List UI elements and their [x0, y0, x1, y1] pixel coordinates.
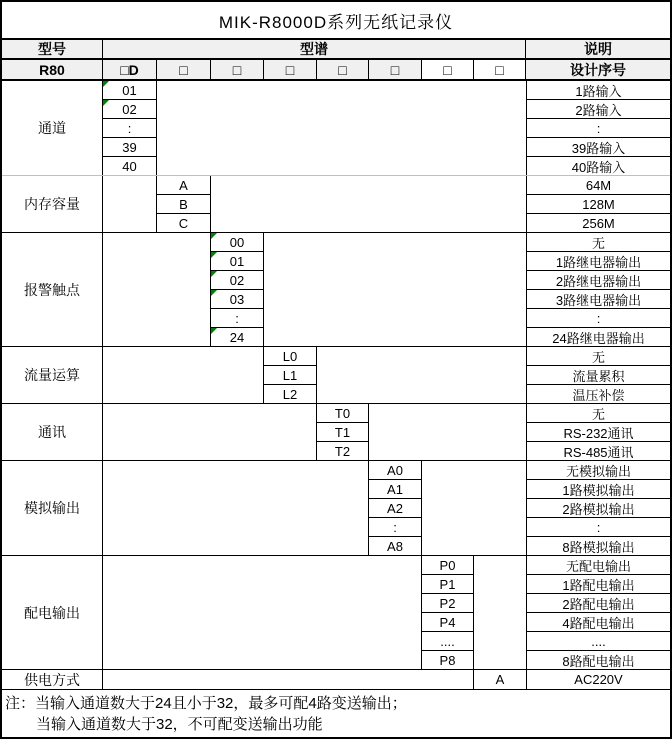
option-desc-cell: RS-232通讯 — [527, 423, 670, 442]
group-label: 配电输出 — [2, 556, 103, 669]
option-desc-cell: : — [527, 518, 670, 537]
option-desc-cell: .... — [527, 632, 670, 651]
option-code-cell: 40 — [122, 159, 137, 174]
model-code: R80 — [2, 60, 103, 79]
option-code-cell: L2 — [282, 387, 298, 402]
group-label: 通讯 — [2, 404, 103, 460]
option-code-cell: L0 — [264, 347, 316, 366]
description-column — [526, 670, 670, 689]
description-column — [526, 347, 670, 403]
option-code-cell: P8 — [439, 653, 456, 668]
spectrum-slot: □ — [474, 60, 526, 79]
spectrum-slot: □ — [369, 60, 422, 79]
option-desc-cell: 无 — [527, 347, 670, 366]
spectrum-slot: □ — [211, 60, 264, 79]
description-header: 说明 — [526, 40, 670, 58]
group-power-distribution-output — [2, 556, 670, 670]
option-desc-cell: 8路模拟输出 — [562, 540, 635, 555]
option-desc-cell: 温压补偿 — [572, 388, 625, 403]
spacer-cell — [369, 404, 526, 460]
option-desc-cell: 无配电输出 — [527, 556, 670, 575]
option-code-cell: B — [157, 195, 210, 214]
option-desc-cell: 2路继电器输出 — [527, 271, 670, 290]
spacer-cell — [422, 461, 526, 555]
flag-triangle-icon — [211, 328, 217, 334]
option-desc-cell: 40路输入 — [571, 160, 626, 175]
option-code-cell: A — [495, 672, 505, 687]
option-desc-cell: 2路配电输出 — [527, 594, 670, 613]
flag-triangle-icon — [211, 271, 217, 277]
group-analog-output — [2, 461, 670, 556]
description-column — [526, 233, 670, 346]
option-code-cell: P1 — [422, 575, 473, 594]
spacer-cell — [157, 81, 526, 175]
code-column — [369, 461, 422, 555]
description-column — [526, 81, 670, 175]
option-code-cell: A1 — [369, 480, 421, 499]
option-desc-cell: 2路输入 — [527, 100, 670, 119]
code-column — [422, 556, 474, 669]
spectrum-slot: □D — [103, 60, 157, 79]
code-column — [157, 176, 211, 232]
design-serial-label: 设计序号 — [526, 60, 670, 79]
option-code-cell: T2 — [334, 444, 351, 459]
option-desc-cell: 1路输入 — [527, 81, 670, 100]
option-desc-cell: 1路模拟输出 — [527, 480, 670, 499]
option-code-cell: A8 — [387, 539, 403, 554]
option-code-cell: A — [157, 176, 210, 195]
spectrum-slot: □ — [157, 60, 211, 79]
spacer-cell — [317, 347, 526, 403]
option-desc-cell: 39路输入 — [527, 138, 670, 157]
spacer-cell — [103, 176, 157, 232]
option-desc-cell: 1路配电输出 — [527, 575, 670, 594]
spectrum-slot: □ — [264, 60, 317, 79]
group-power-supply — [2, 670, 670, 690]
option-desc-cell: 256M — [582, 216, 615, 231]
spacer-cell — [264, 233, 526, 346]
spectrum-slot: □ — [422, 60, 474, 79]
option-desc-cell: 1路继电器输出 — [527, 252, 670, 271]
option-desc-cell: 2路模拟输出 — [527, 499, 670, 518]
option-code-cell: 00 — [211, 233, 263, 252]
footnote-prefix: 注： — [5, 695, 36, 712]
code-column — [474, 670, 526, 689]
option-desc-cell: 无模拟输出 — [527, 461, 670, 480]
code-column — [264, 347, 317, 403]
option-code-cell: P4 — [422, 613, 473, 632]
spacer-cell — [474, 556, 526, 669]
flag-triangle-icon — [211, 233, 217, 239]
option-code-cell: P0 — [422, 556, 473, 575]
footnote-text: 当输入通道数大于24且小于32，最多可配4路变送输出； — [35, 695, 407, 712]
option-desc-cell: 64M — [527, 176, 670, 195]
option-desc-cell: 24路继电器输出 — [552, 331, 645, 346]
group-label: 模拟输出 — [2, 461, 103, 555]
option-code-cell: : — [211, 309, 263, 328]
option-code-cell: A0 — [369, 461, 421, 480]
group-flow-calculation — [2, 347, 670, 404]
model-header: 型号 — [2, 40, 103, 58]
code-column — [211, 233, 264, 346]
option-code-cell: P2 — [422, 594, 473, 613]
spacer-cell — [103, 556, 422, 669]
option-code-cell: 02 — [103, 100, 156, 119]
group-label: 报警触点 — [2, 233, 103, 346]
option-desc-cell: : — [527, 119, 670, 138]
option-desc-cell: 4路配电输出 — [527, 613, 670, 632]
footnote-line: 当输入通道数大于32，不可配变送输出功能 — [36, 716, 323, 733]
option-desc-cell: 无 — [527, 404, 670, 423]
product-title: MIK-R8000D系列无纸记录仪 — [2, 2, 670, 40]
footnote — [2, 690, 670, 737]
model-code-row — [2, 60, 670, 81]
footnote-line — [5, 693, 667, 714]
option-desc-cell: 流量累积 — [527, 366, 670, 385]
spacer-cell — [103, 233, 211, 346]
spectrum-header: 型谱 — [103, 40, 526, 58]
option-code-cell: : — [103, 119, 156, 138]
option-code-cell: C — [178, 216, 189, 231]
option-code-cell: T0 — [317, 404, 368, 423]
option-code-cell: 02 — [211, 271, 263, 290]
group-label: 内存容量 — [2, 176, 103, 232]
spacer-cell — [103, 404, 317, 460]
group-alarm-contacts — [2, 233, 670, 347]
spacer-cell — [211, 176, 526, 232]
spacer-cell — [103, 347, 264, 403]
spectrum-slot: □ — [317, 60, 369, 79]
flag-triangle-icon — [103, 81, 109, 87]
option-desc-cell: AC220V — [574, 672, 623, 687]
option-desc-cell: 8路配电输出 — [562, 654, 635, 669]
option-desc-cell: 无 — [527, 233, 670, 252]
option-code-cell: L1 — [264, 366, 316, 385]
spacer-cell — [103, 461, 369, 555]
group-label: 通道 — [2, 81, 103, 175]
description-column — [526, 461, 670, 555]
option-code-cell: : — [369, 518, 421, 537]
code-column — [103, 81, 157, 175]
option-desc-cell: : — [527, 309, 670, 328]
group-communication — [2, 404, 670, 461]
option-code-cell: 01 — [211, 252, 263, 271]
flag-triangle-icon — [103, 100, 109, 106]
description-column — [526, 556, 670, 669]
option-code-cell: 24 — [211, 328, 263, 347]
option-code-cell: A2 — [369, 499, 421, 518]
option-code-cell: .... — [422, 632, 473, 651]
option-code-cell: 01 — [103, 81, 156, 100]
option-desc-cell: RS-485通讯 — [563, 445, 634, 460]
option-desc-cell: 3路继电器输出 — [527, 290, 670, 309]
group-memory — [2, 176, 670, 233]
group-label: 流量运算 — [2, 347, 103, 403]
flag-triangle-icon — [211, 252, 217, 258]
description-column — [526, 404, 670, 460]
option-code-cell: 39 — [103, 138, 156, 157]
flag-triangle-icon — [211, 290, 217, 296]
description-column — [526, 176, 670, 232]
option-desc-cell: 128M — [527, 195, 670, 214]
group-label: 供电方式 — [2, 670, 103, 689]
option-code-cell: T1 — [317, 423, 368, 442]
code-column — [317, 404, 369, 460]
table-header-row — [2, 40, 670, 60]
spacer-cell — [103, 670, 474, 689]
group-channels — [2, 81, 670, 176]
option-code-cell: 03 — [211, 290, 263, 309]
